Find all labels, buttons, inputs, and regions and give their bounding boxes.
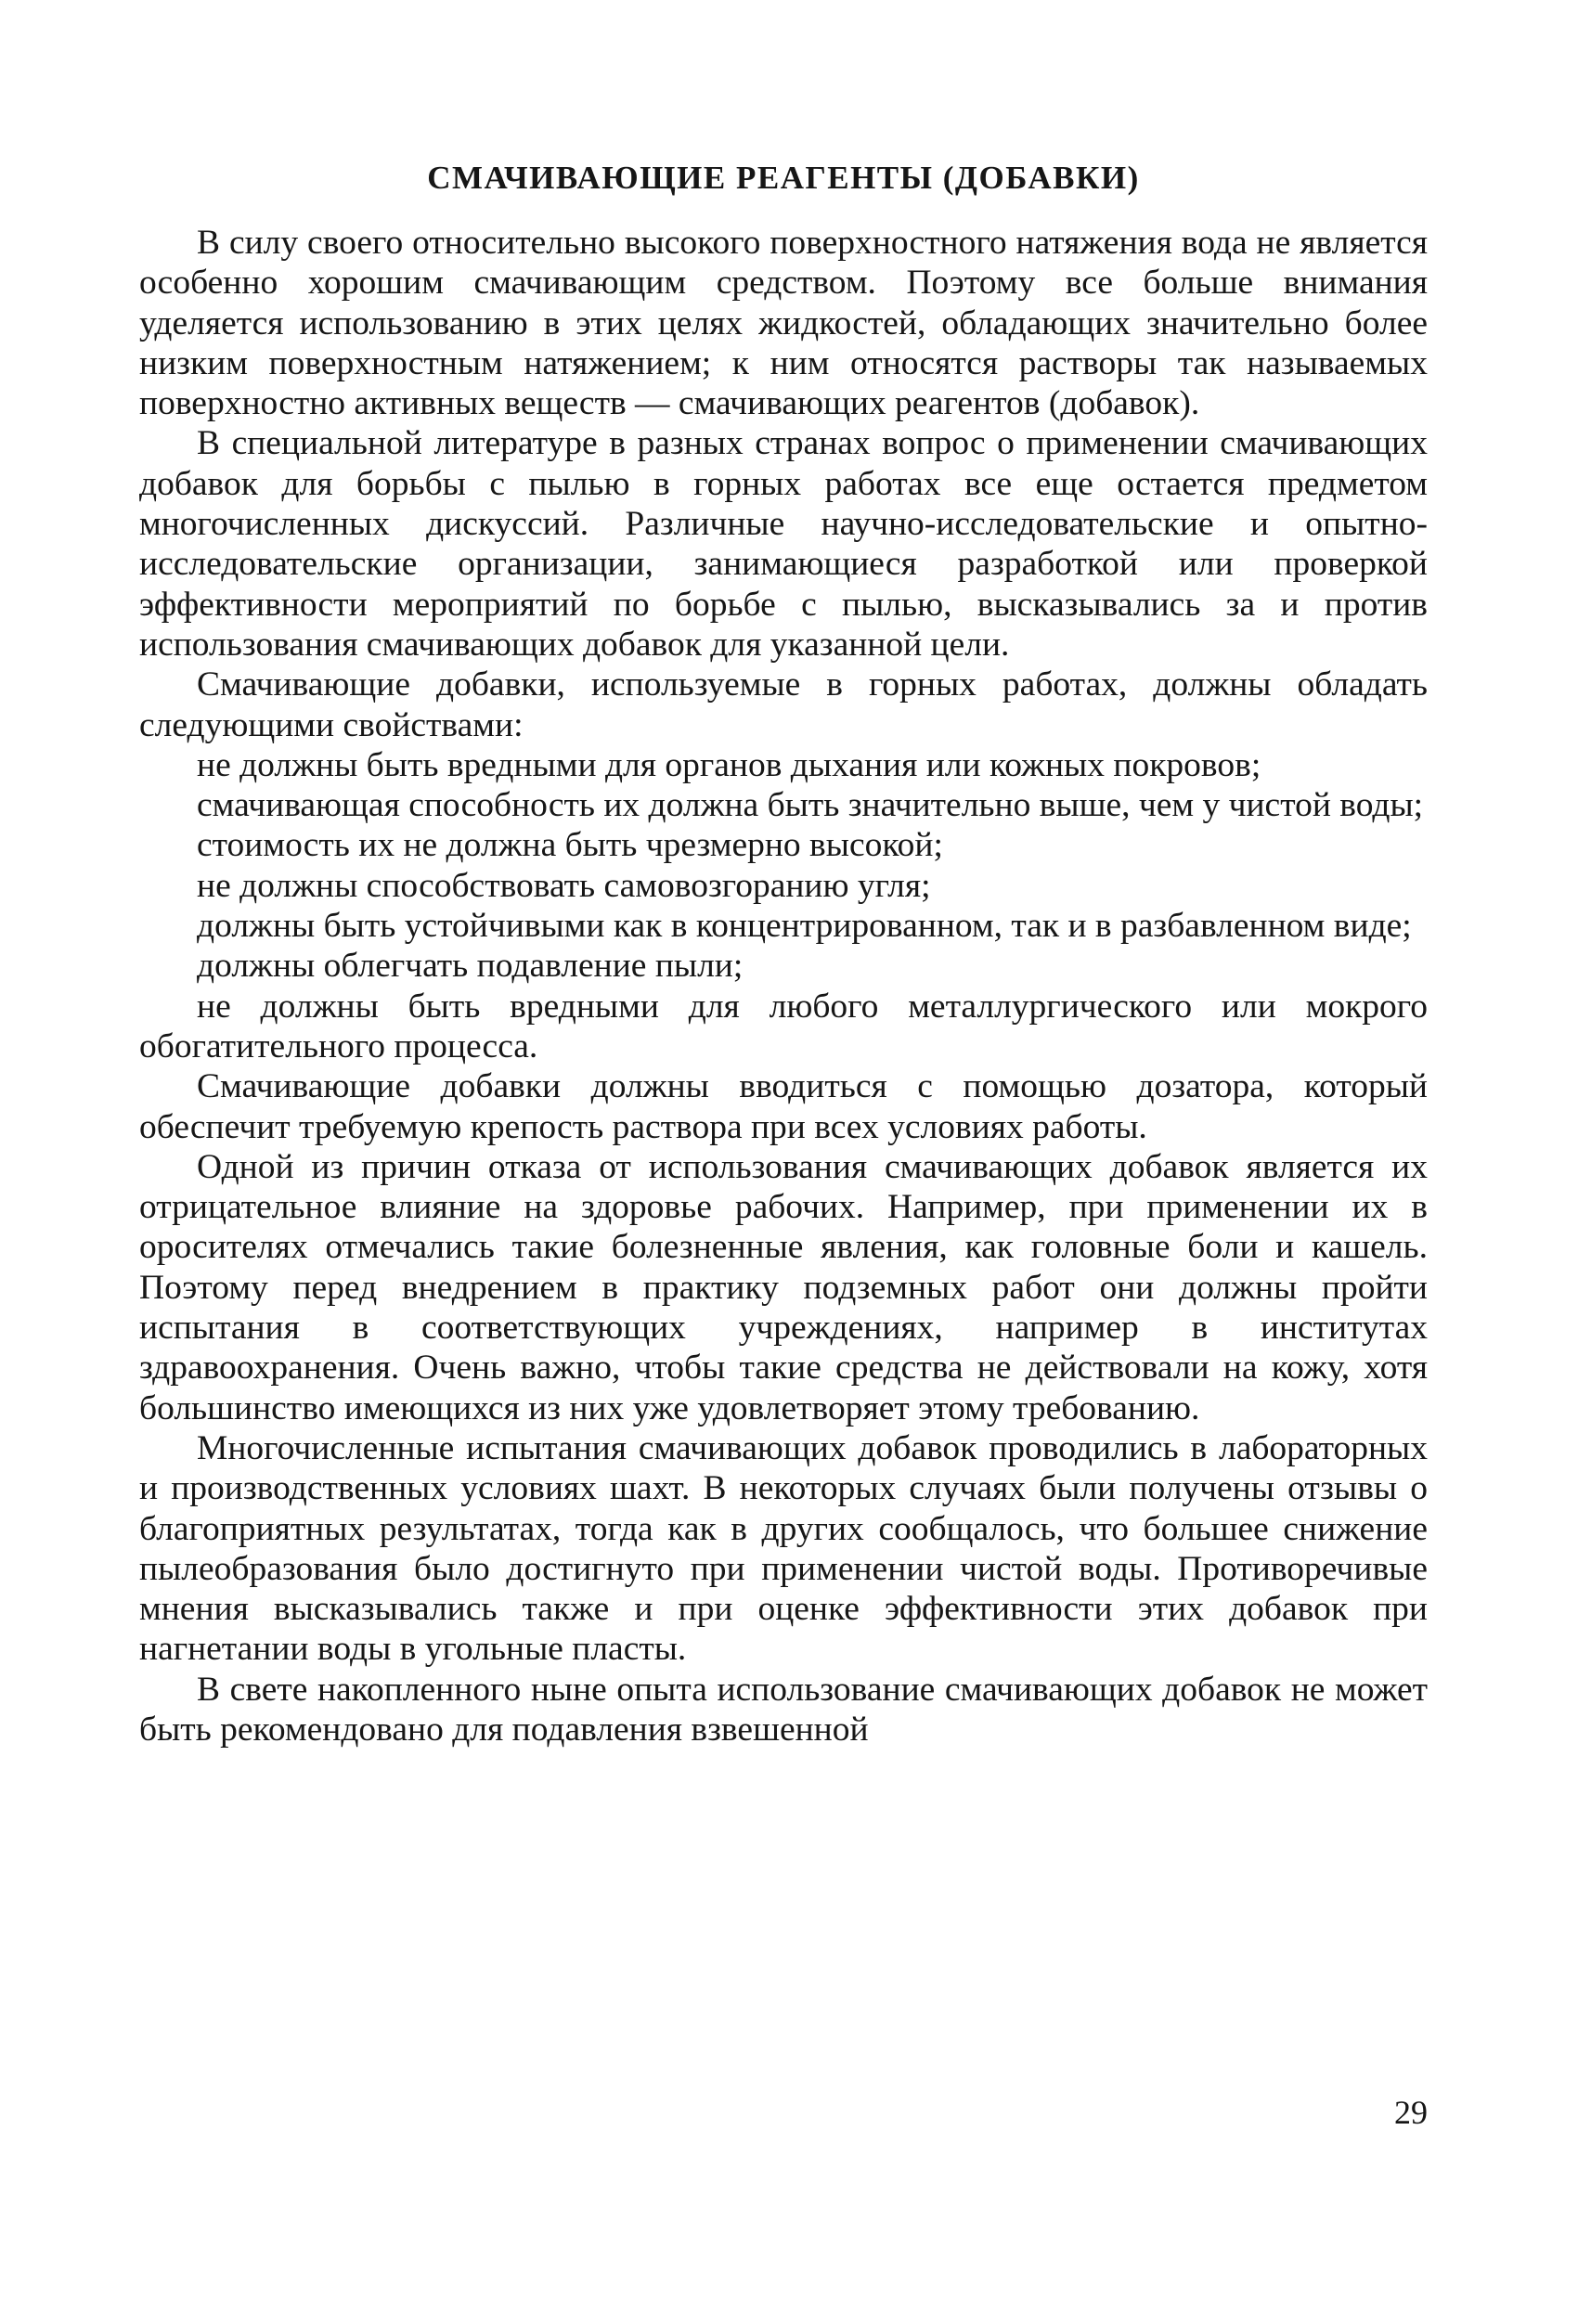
paragraph: Одной из причин отказа от использования смачивающих добавок является их отрицательное влияние на здоровье рабочих. Например, при применении их в оросителях отмечались такие болезненные явления, как головные боли и кашель. Поэтому перед внедрением в практику подземных работ они должны пройти испытания в соответствующих учреждениях, например в институтах здравоохранения. Очень важно, чтобы такие средства не действовали на кожу, хотя большинство имеющихся из них уже удовлетворяет этому требованию. bbox=[139, 1147, 1428, 1427]
paragraph: Смачивающие добавки должны вводиться с помощью дозатора, который обеспечит требуемую крепость раствора при всех условиях работы. bbox=[139, 1067, 1428, 1146]
page-number: 29 bbox=[1394, 2094, 1428, 2131]
section-heading: СМАЧИВАЮЩИЕ РЕАГЕНТЫ (ДОБАВКИ) bbox=[427, 160, 1140, 196]
list-item: не должны быть вредными для любого металлургического или мокрого обогатительного процесса. bbox=[139, 987, 1428, 1065]
paragraph: В специальной литературе в разных странах вопрос о применении смачивающих добавок для борьбы с пылью в горных работах все еще остается предметом многочисленных дискуссий. Различные научно-исследовательские и опытно-исследовательские организации, занимающиеся разработкой или проверкой эффективности мероприятий по борьбе с пылью, высказывались за и против использования смачивающих добавок для указанной цели. bbox=[139, 424, 1428, 664]
paragraph: В силу своего относительно высокого поверхностного натяжения вода не является особенно хорошим смачивающим средством. Поэтому все больше внимания уделяется использованию в этих целях жидкостей, обладающих значительно более низким поверхностным натяжением; к ним относятся растворы так называемых поверхностно активных веществ — смачивающих реагентов (добавок). bbox=[139, 224, 1428, 423]
list-item: должны облегчать подавление пыли; bbox=[197, 947, 744, 986]
paragraph: Смачивающие добавки, используемые в горных работах, должны обладать следующими свойствами: bbox=[139, 665, 1428, 744]
list-item: не должны быть вредными для органов дыхания или кожных покровов; bbox=[197, 745, 1261, 784]
list-item: смачивающая способность их должна быть значительно выше, чем у чистой воды; bbox=[197, 786, 1424, 825]
paragraph: В свете накопленного ныне опыта использование смачивающих добавок не может быть рекомендовано для подавления взвешенной bbox=[139, 1670, 1428, 1749]
paragraph: Многочисленные испытания смачивающих добавок проводились в лабораторных и производственных условиях шахт. В некоторых случаях были получены отзывы о благоприятных результатах, тогда как в других сообщалось, что большее снижение пылеобразования было достигнуто при применении чистой воды. Противоречивые мнения высказывались также и при оценке эффективности этих добавок при нагнетании воды в угольные пласты. bbox=[139, 1428, 1428, 1669]
body-text bbox=[139, 223, 1428, 1749]
list-item: не должны способствовать самовозгоранию угля; bbox=[197, 866, 931, 905]
list-item: стоимость их не должна быть чрезмерно высокой; bbox=[197, 826, 943, 865]
list-item: должны быть устойчивыми как в концентрированном, так и в разбавленном виде; bbox=[197, 907, 1412, 946]
